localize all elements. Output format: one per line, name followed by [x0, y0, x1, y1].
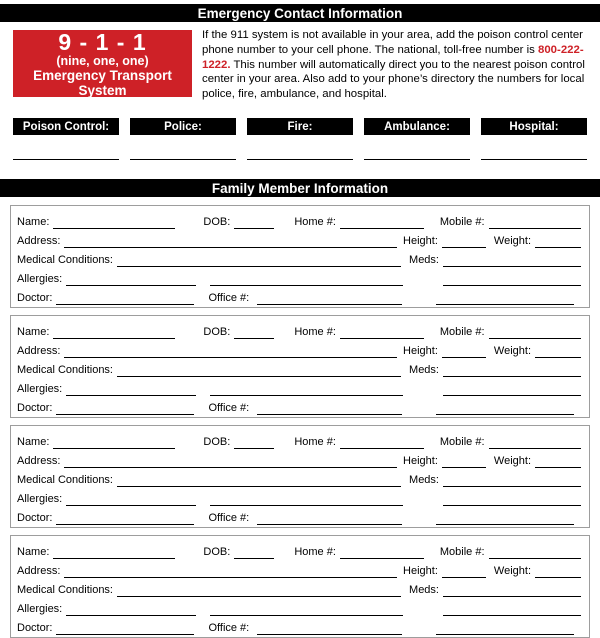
- doctor-fill-line[interactable]: [56, 403, 194, 415]
- allergies-fill-line[interactable]: [66, 274, 196, 286]
- home-phone-label: Home #:: [294, 216, 336, 228]
- height-fill-line[interactable]: [442, 346, 486, 358]
- height-fill-line[interactable]: [442, 236, 486, 248]
- hospital-fill-line[interactable]: [481, 159, 587, 160]
- dob-fill-line[interactable]: [234, 327, 274, 339]
- weight-fill-line[interactable]: [535, 456, 581, 468]
- dob-fill-line[interactable]: [234, 437, 274, 449]
- medical-conditions-label: Medical Conditions:: [17, 474, 113, 486]
- weight-fill-line[interactable]: [535, 346, 581, 358]
- allergies-label: Allergies:: [17, 603, 63, 615]
- instructions-text-before: If the 911 system is not available in your area, add the poison control center phone number to your cell phone. The national, toll-free number is: [202, 29, 583, 56]
- weight-label: Weight:: [493, 455, 531, 467]
- dob-label: DOB:: [203, 326, 231, 338]
- address-label: Address:: [17, 345, 61, 357]
- meds-fill-line[interactable]: [443, 475, 581, 487]
- family-section-title: Family Member Information: [211, 180, 389, 196]
- doctor-fill-line[interactable]: [56, 623, 194, 635]
- allergies-fill-line[interactable]: [66, 384, 196, 396]
- doctor-label: Doctor:: [17, 512, 53, 524]
- height-label: Height:: [403, 235, 438, 247]
- meds-extra-fill-line[interactable]: [443, 384, 581, 396]
- meds-label: Meds:: [409, 474, 439, 486]
- medical-conditions-fill-line[interactable]: [117, 585, 401, 597]
- allergies-extra-fill-line[interactable]: [210, 384, 403, 396]
- member-box: [10, 205, 590, 308]
- medical-conditions-label: Medical Conditions:: [17, 364, 113, 376]
- allergies-extra-fill-line[interactable]: [210, 494, 403, 506]
- address-label: Address:: [17, 455, 61, 467]
- name-label: Name:: [17, 216, 50, 228]
- address-fill-line[interactable]: [64, 236, 397, 248]
- poison-control-phone-number: 800-222-1222.: [202, 43, 584, 71]
- fire-fill-line[interactable]: [247, 159, 353, 160]
- height-fill-line[interactable]: [442, 566, 486, 578]
- meds-extra-fill-line[interactable]: [443, 274, 581, 286]
- meds-extra-fill-line-2[interactable]: [436, 513, 574, 525]
- emergency-contacts-fill-lines: [13, 159, 587, 160]
- family-member-header-bar: [0, 179, 600, 197]
- meds-label: Meds:: [409, 254, 439, 266]
- nine-one-one-number: 9 - 1 - 1: [58, 28, 147, 55]
- medical-conditions-fill-line[interactable]: [117, 475, 401, 487]
- member-box: [10, 535, 590, 638]
- allergies-fill-line[interactable]: [66, 604, 196, 616]
- instructions-paragraph: [202, 28, 587, 106]
- dob-label: DOB:: [203, 216, 231, 228]
- member-row-name: [17, 320, 581, 339]
- name-label: Name:: [17, 436, 50, 448]
- meds-extra-fill-line-2[interactable]: [436, 403, 574, 415]
- member-row-medical: [17, 358, 581, 377]
- medical-conditions-label: Medical Conditions:: [17, 254, 113, 266]
- mobile-phone-label: Mobile #:: [439, 436, 485, 448]
- member-row-name: [17, 430, 581, 449]
- emergency-contact-header-bar: [0, 4, 600, 22]
- home-phone-label: Home #:: [294, 436, 336, 448]
- nine-one-one-caption: Emergency Transport System: [33, 67, 172, 98]
- contact-label-hospital: Hospital:: [481, 118, 587, 135]
- poison-control-fill-line[interactable]: [13, 159, 119, 160]
- dob-label: DOB:: [203, 546, 231, 558]
- member-row-medical: [17, 578, 581, 597]
- doctor-label: Doctor:: [17, 292, 53, 304]
- weight-label: Weight:: [493, 565, 531, 577]
- allergies-extra-fill-line[interactable]: [210, 274, 403, 286]
- allergies-extra-fill-line[interactable]: [210, 604, 403, 616]
- member-row-doctor: [17, 286, 581, 305]
- meds-fill-line[interactable]: [443, 255, 581, 267]
- height-label: Height:: [403, 345, 438, 357]
- member-box: [10, 425, 590, 528]
- meds-extra-fill-line[interactable]: [443, 604, 581, 616]
- contact-label-poison-control: Poison Control:: [13, 118, 119, 135]
- home-phone-label: Home #:: [294, 546, 336, 558]
- member-row-allergies: [17, 487, 581, 506]
- medical-conditions-label: Medical Conditions:: [17, 584, 113, 596]
- address-fill-line[interactable]: [64, 346, 397, 358]
- emergency-contacts-label-row: [13, 118, 587, 135]
- police-fill-line[interactable]: [130, 159, 236, 160]
- address-fill-line[interactable]: [64, 566, 397, 578]
- meds-label: Meds:: [409, 364, 439, 376]
- nine-one-one-box: [13, 30, 192, 97]
- name-fill-line[interactable]: [53, 327, 175, 339]
- office-phone-fill-line[interactable]: [257, 623, 402, 635]
- height-label: Height:: [403, 565, 438, 577]
- weight-label: Weight:: [493, 235, 531, 247]
- office-phone-label: Office #:: [208, 512, 250, 524]
- name-fill-line[interactable]: [53, 437, 175, 449]
- allergies-label: Allergies:: [17, 383, 63, 395]
- member-row-doctor: [17, 616, 581, 635]
- office-phone-label: Office #:: [208, 622, 250, 634]
- ambulance-fill-line[interactable]: [364, 159, 470, 160]
- office-phone-fill-line[interactable]: [257, 513, 402, 525]
- contact-label-ambulance: Ambulance:: [364, 118, 470, 135]
- member-row-allergies: [17, 377, 581, 396]
- contact-label-police: Police:: [130, 118, 236, 135]
- home-phone-fill-line[interactable]: [340, 437, 424, 449]
- name-label: Name:: [17, 326, 50, 338]
- meds-fill-line[interactable]: [443, 585, 581, 597]
- allergies-label: Allergies:: [17, 273, 63, 285]
- member-row-address: [17, 339, 581, 358]
- home-phone-fill-line[interactable]: [340, 327, 424, 339]
- member-row-allergies: [17, 597, 581, 616]
- medical-conditions-fill-line[interactable]: [117, 365, 401, 377]
- meds-extra-fill-line-2[interactable]: [436, 623, 574, 635]
- allergies-label: Allergies:: [17, 493, 63, 505]
- name-fill-line[interactable]: [53, 217, 175, 229]
- doctor-label: Doctor:: [17, 622, 53, 634]
- home-phone-fill-line[interactable]: [340, 217, 424, 229]
- weight-fill-line[interactable]: [535, 236, 581, 248]
- office-phone-label: Office #:: [208, 402, 250, 414]
- office-phone-fill-line[interactable]: [257, 293, 402, 305]
- member-row-doctor: [17, 506, 581, 525]
- mobile-phone-label: Mobile #:: [439, 326, 485, 338]
- contact-label-fire: Fire:: [247, 118, 353, 135]
- instructions-text-after: This number will automatically direct you to the nearest poison control center in your area. Also add to your phone’s directory the numbers for local police, fire, ambulance, and hospital.: [202, 58, 585, 101]
- mobile-phone-fill-line[interactable]: [489, 437, 581, 449]
- intro-section: [13, 30, 587, 106]
- dob-fill-line[interactable]: [234, 217, 274, 229]
- doctor-label: Doctor:: [17, 402, 53, 414]
- member-row-medical: [17, 468, 581, 487]
- weight-label: Weight:: [493, 345, 531, 357]
- meds-extra-fill-line-2[interactable]: [436, 293, 574, 305]
- allergies-fill-line[interactable]: [66, 494, 196, 506]
- address-label: Address:: [17, 565, 61, 577]
- weight-fill-line[interactable]: [535, 566, 581, 578]
- name-fill-line[interactable]: [53, 547, 175, 559]
- name-label: Name:: [17, 546, 50, 558]
- office-phone-fill-line[interactable]: [257, 403, 402, 415]
- mobile-phone-fill-line[interactable]: [489, 547, 581, 559]
- meds-fill-line[interactable]: [443, 365, 581, 377]
- home-phone-label: Home #:: [294, 326, 336, 338]
- address-label: Address:: [17, 235, 61, 247]
- mobile-phone-label: Mobile #:: [439, 216, 485, 228]
- height-label: Height:: [403, 455, 438, 467]
- member-row-name: [17, 210, 581, 229]
- medical-conditions-fill-line[interactable]: [117, 255, 401, 267]
- member-row-address: [17, 449, 581, 468]
- member-row-name: [17, 540, 581, 559]
- doctor-fill-line[interactable]: [56, 293, 194, 305]
- member-row-address: [17, 559, 581, 578]
- member-boxes-container: [0, 205, 600, 638]
- office-phone-label: Office #:: [208, 292, 250, 304]
- mobile-phone-fill-line[interactable]: [489, 327, 581, 339]
- nine-one-one-words: (nine, one, one): [56, 53, 149, 68]
- member-box: [10, 315, 590, 418]
- dob-label: DOB:: [203, 436, 231, 448]
- mobile-phone-label: Mobile #:: [439, 546, 485, 558]
- mobile-phone-fill-line[interactable]: [489, 217, 581, 229]
- home-phone-fill-line[interactable]: [340, 547, 424, 559]
- address-fill-line[interactable]: [64, 456, 397, 468]
- member-row-medical: [17, 248, 581, 267]
- doctor-fill-line[interactable]: [56, 513, 194, 525]
- page-title: Emergency Contact Information: [197, 5, 403, 21]
- member-row-doctor: [17, 396, 581, 415]
- meds-extra-fill-line[interactable]: [443, 494, 581, 506]
- member-row-allergies: [17, 267, 581, 286]
- meds-label: Meds:: [409, 584, 439, 596]
- height-fill-line[interactable]: [442, 456, 486, 468]
- dob-fill-line[interactable]: [234, 547, 274, 559]
- member-row-address: [17, 229, 581, 248]
